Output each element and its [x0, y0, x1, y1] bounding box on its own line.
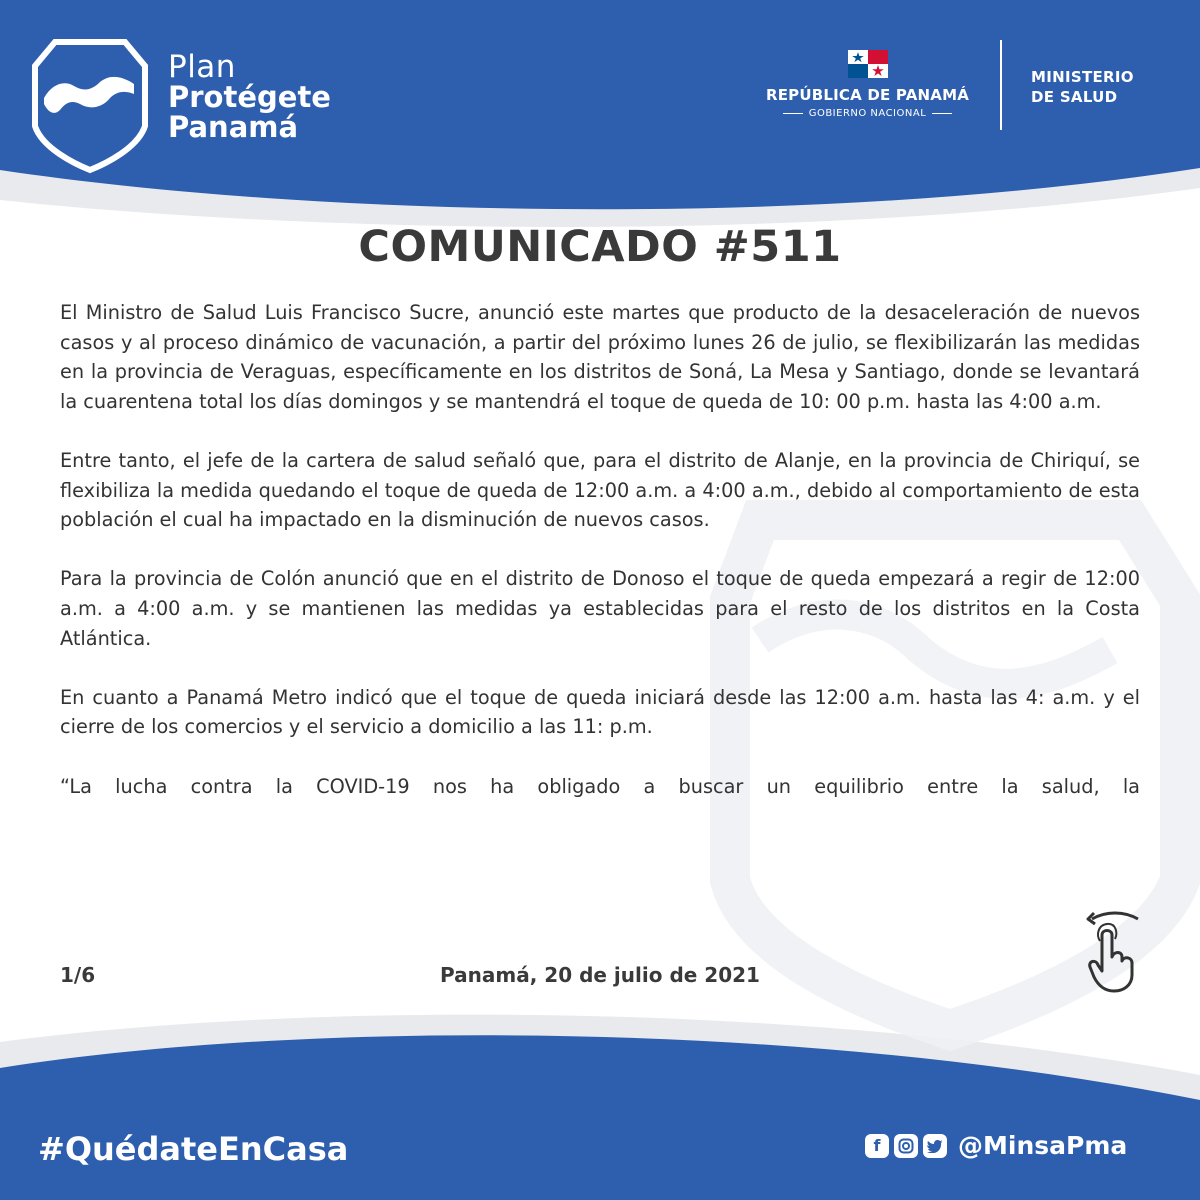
government-name: REPÚBLICA DE PANAMÁ [765, 86, 970, 104]
twitter-icon[interactable] [923, 1134, 947, 1158]
date-line: Panamá, 20 de julio de 2021 [440, 963, 760, 987]
header-divider [1000, 40, 1002, 130]
shield-map-icon [30, 36, 150, 176]
instagram-icon[interactable] [894, 1134, 918, 1158]
brand-line-1: Plan [168, 49, 236, 85]
ministry-line-1: MINISTERIO [1031, 68, 1134, 86]
social-bar [865, 1131, 1127, 1160]
brand-line-2: Protégete [168, 80, 331, 114]
ministry-name [1031, 67, 1134, 107]
paragraph-4: En cuanto a Panamá Metro indicó que el toque de queda iniciará desde las 12:00 a.m. hasta las 4: a.m. y el cierre de los comercios y el servicio a domicilio a las 11: p.m. [60, 685, 1140, 739]
facebook-icon[interactable]: f [865, 1134, 889, 1158]
brand-line-3: Panamá [168, 110, 299, 144]
brand-title [168, 49, 331, 144]
government-subtitle: GOBIERNO NACIONAL [760, 108, 975, 119]
hashtag: #QuédateEnCasa [38, 1130, 349, 1168]
paragraph-2: Entre tanto, el jefe de la cartera de salud señaló que, para el distrito de Alanje, en la provincia de Chiriquí, se flexibiliza la medida quedando el toque de queda de 12:00 a.m. a 4:00 a.m., debido al comportamiento de esta población el cual ha impactado en la disminución de nuevos casos. [60, 448, 1140, 532]
ministry-line-2: DE SALUD [1031, 88, 1118, 106]
announcement-body [60, 298, 1140, 831]
paragraph-1: El Ministro de Salud Luis Francisco Sucre, anunció este martes que producto de la desaceleración de nuevos casos y al proceso dinámico de vacunación, a partir del próximo lunes 26 de julio, se flexibilizarán las medidas en la provincia de Veraguas, específicamente en los distritos de Soná, La Mesa y Santiago, donde se levantará la cuarentena total los días domingos y se mantendrá el toque de queda de 10: 00 p.m. hasta las 4:00 a.m. [60, 301, 1140, 413]
page-title: COMUNICADO #511 [358, 222, 842, 272]
swipe-hand-icon[interactable] [1080, 905, 1144, 995]
paragraph-5: “La lucha contra la COVID-19 nos ha obligado a buscar un equilibrio entre la salud, la [60, 774, 1140, 798]
panama-flag-icon [848, 50, 888, 78]
social-handle[interactable]: @MinsaPma [958, 1131, 1128, 1160]
paragraph-3: Para la provincia de Colón anunció que en el distrito de Donoso el toque de queda empezará a regir de 12:00 a.m. a 4:00 a.m. y se mantienen las medidas ya establecidas para el resto de los distritos en la Costa Atlántica. [60, 567, 1140, 650]
page-indicator: 1/6 [60, 963, 96, 987]
